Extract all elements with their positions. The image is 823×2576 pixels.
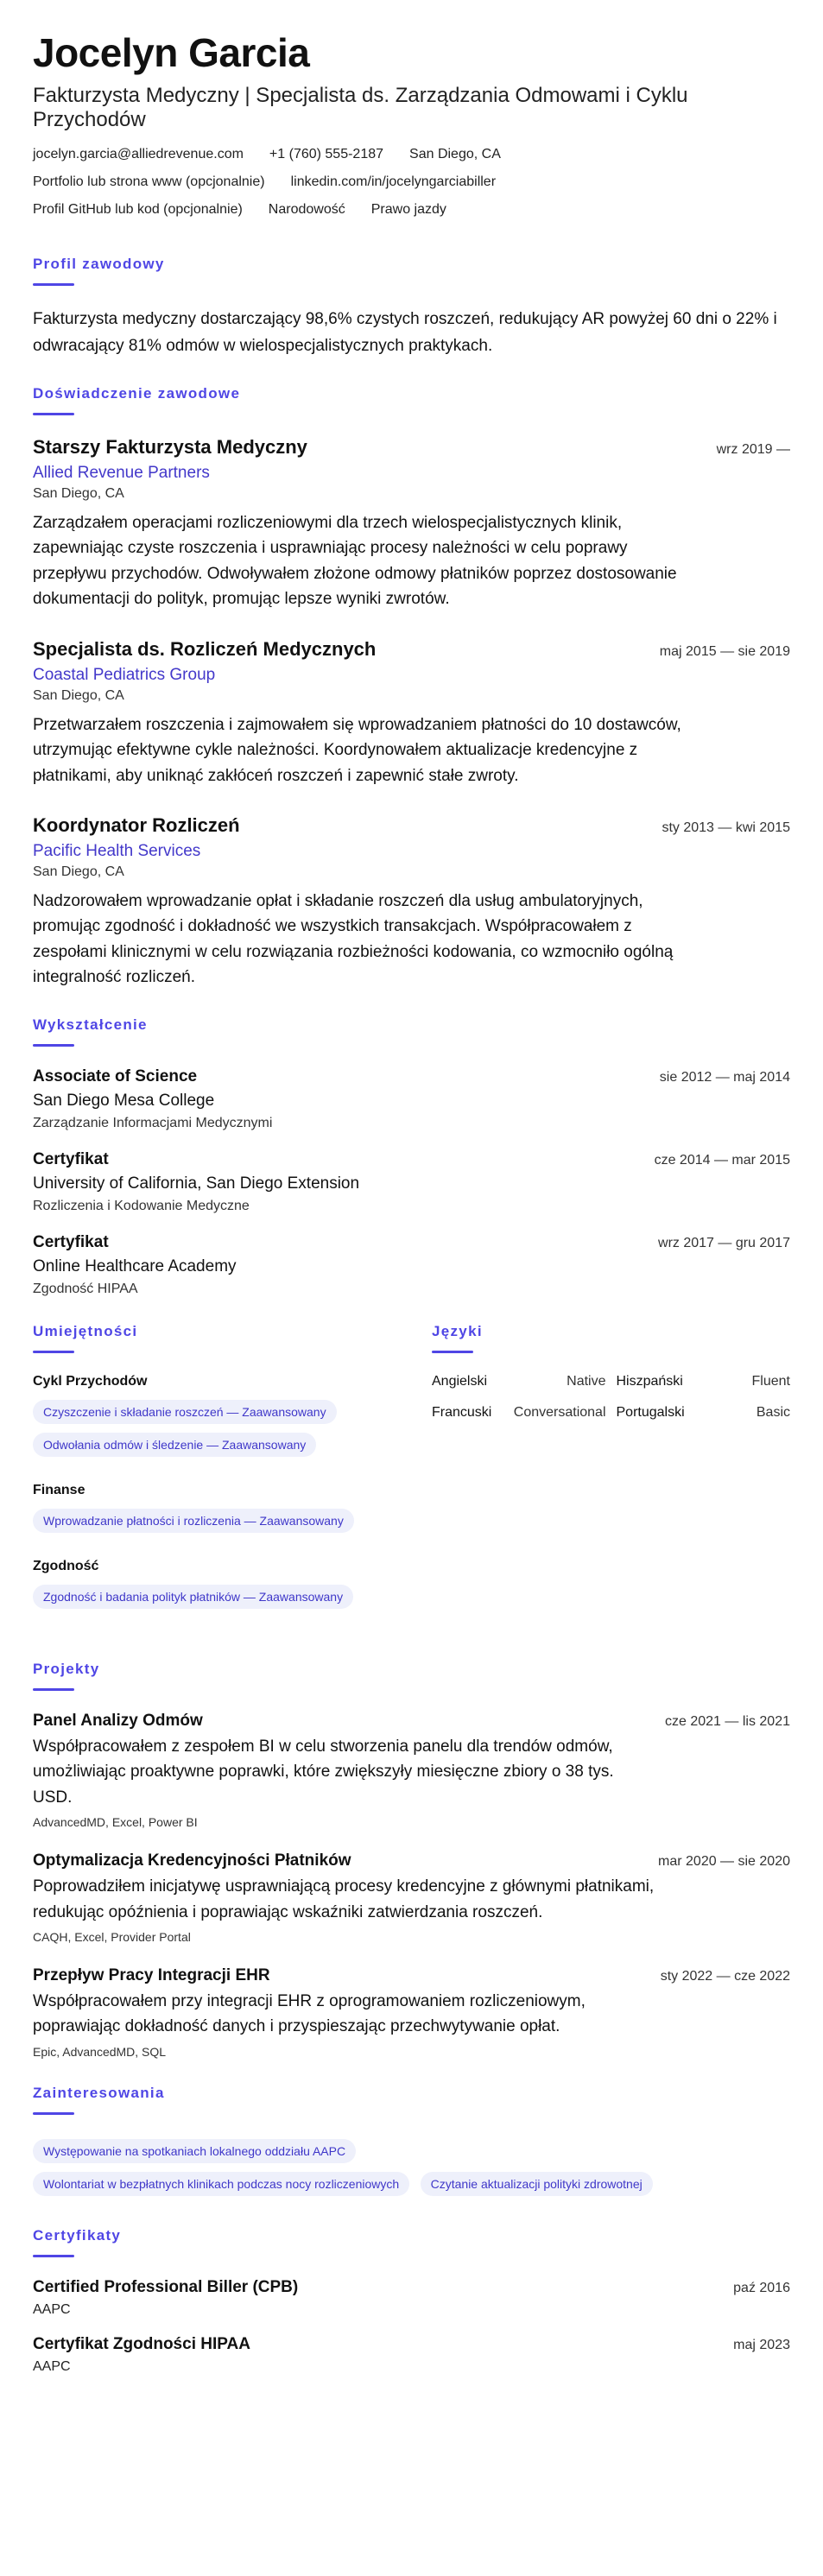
skill-chip: Zgodność i badania polityk płatników — Zaawansowany [33, 1585, 353, 1609]
project-title: Przepływ Pracy Integracji EHR [33, 1965, 270, 1984]
certification-date: maj 2023 [733, 2337, 790, 2352]
contact-github[interactable]: Profil GitHub lub kod (opcjonalnie) [33, 202, 243, 218]
section-title: Doświadczenie zawodowe [33, 384, 241, 402]
language-level: Basic [756, 1404, 790, 1420]
education-date: wrz 2017 — gru 2017 [658, 1235, 790, 1250]
project-tech: Epic, AdvancedMD, SQL [33, 2044, 167, 2059]
education-item [33, 1067, 790, 1131]
skill-group [33, 1559, 432, 1614]
job-title: Starszy Fakturzysta Medyczny [33, 435, 307, 458]
job-date: wrz 2019 — [716, 441, 790, 457]
job-location: San Diego, CA [33, 864, 124, 880]
language-level: Conversational [513, 1404, 606, 1420]
field-of-study: Zgodność HIPAA [33, 1281, 138, 1296]
certification-item [33, 2278, 790, 2318]
language-item [432, 1405, 606, 1421]
education-item [33, 1150, 790, 1214]
skill-category: Finanse [33, 1482, 85, 1497]
project-tech: AdvancedMD, Excel, Power BI [33, 1815, 198, 1830]
contact-location: San Diego, CA [409, 147, 501, 162]
project-date: cze 2021 — lis 2021 [665, 1713, 790, 1729]
project-title: Panel Analizy Odmów [33, 1711, 203, 1730]
language-level: Native [567, 1373, 606, 1389]
job-description: Przetwarzałem roszczenia i zajmowałem się wprowadzaniem płatności do 10 dostawców, utrzymując efektywne cykle należności. Koordynowałem aktualizacje kredencyjne z płatnikami, aby uniknąć zakłóceń roszczeń i zapewnić stałe zwroty. [33, 715, 681, 785]
degree-name: Certyfikat [33, 1232, 109, 1251]
section-divider [33, 2255, 74, 2257]
project-description: Poprowadziłem inicjatywę usprawniającą procesy kredencyjne z głównymi płatnikami, redukując opóźnienia i poprawiając wskaźniki zatwierdzania roszczeń. [33, 1877, 655, 1921]
contact-email[interactable]: jocelyn.garcia@alliedrevenue.com [33, 147, 244, 162]
certification-issuer: AAPC [33, 2358, 71, 2374]
project-item [33, 1712, 790, 1829]
skills-section [33, 1323, 432, 1635]
school-name: University of California, San Diego Extension [33, 1174, 360, 1193]
contact-driving-license: Prawo jazdy [370, 202, 446, 218]
project-description: Współpracowałem przy integracji EHR z oprogramowaniem rozliczeniowym, poprawiając dokładność danych i przyspieszając przechwytywanie opłat. [33, 1991, 586, 2036]
company-name: Coastal Pediatrics Group [33, 665, 216, 684]
summary-section [33, 256, 790, 359]
certification-issuer: AAPC [33, 2301, 71, 2317]
section-divider [33, 283, 74, 286]
company-name: Pacific Health Services [33, 842, 201, 861]
job-date: maj 2015 — sie 2019 [659, 643, 790, 659]
project-tech: CAQH, Excel, Provider Portal [33, 1929, 191, 1944]
education-date: cze 2014 — mar 2015 [654, 1152, 790, 1168]
skills-languages-row [33, 1323, 790, 1635]
skill-chip: Czyszczenie i składanie roszczeń — Zaawansowany [33, 1400, 337, 1424]
languages-list [432, 1374, 790, 1421]
job-title: Koordynator Rozliczeń [33, 814, 240, 837]
field-of-study: Zarządzanie Informacjami Medycznymi [33, 1115, 273, 1130]
resume-header [33, 31, 790, 230]
contact-portfolio[interactable]: Portfolio lub strona www (opcjonalnie) [33, 174, 265, 190]
job-location: San Diego, CA [33, 485, 124, 501]
certification-name: Certyfikat Zgodności HIPAA [33, 2334, 250, 2353]
section-divider [33, 1351, 74, 1353]
degree-name: Associate of Science [33, 1066, 198, 1085]
section-title: Certyfikaty [33, 2226, 122, 2244]
project-description: Współpracowałem z zespołem BI w celu stworzenia panelu dla trendów odmów, umożliwiając proaktywne poprawki, które zwiększyły miesięczne zbiory o 38 tys. USD. [33, 1737, 614, 1807]
section-title: Projekty [33, 1660, 100, 1677]
contact-phone[interactable]: +1 (760) 555-2187 [269, 147, 384, 162]
language-level: Fluent [751, 1373, 790, 1389]
skill-chip: Odwołania odmów i śledzenie — Zaawansowany [33, 1433, 316, 1457]
contact-nationality: Narodowość [268, 202, 345, 218]
section-divider [33, 2112, 74, 2115]
contact-linkedin[interactable]: linkedin.com/in/jocelyngarciabiller [290, 174, 497, 190]
section-title: Wykształcenie [33, 1016, 148, 1033]
interest-chip: Czytanie aktualizacji polityki zdrowotnej [421, 2172, 653, 2196]
project-item [33, 1966, 790, 2059]
interest-chip: Wolontariat w bezpłatnych klinikach podczas nocy rozliczeniowych [33, 2172, 409, 2196]
experience-item [33, 814, 790, 991]
education-section [33, 1016, 790, 1297]
candidate-name: Jocelyn Garcia [33, 30, 310, 75]
language-name: Angielski [432, 1373, 488, 1389]
section-title: Zainteresowania [33, 2084, 165, 2101]
skill-category: Zgodność [33, 1558, 99, 1573]
degree-name: Certyfikat [33, 1149, 109, 1168]
section-divider [33, 1688, 74, 1691]
section-title: Profil zawodowy [33, 256, 165, 273]
certification-item [33, 2335, 790, 2375]
section-divider [432, 1351, 473, 1353]
interests-list [33, 2136, 790, 2201]
company-name: Allied Revenue Partners [33, 463, 210, 482]
skill-chip: Wprowadzanie płatności i rozliczenia — Zaawansowany [33, 1509, 354, 1533]
experience-section [33, 385, 790, 991]
project-date: sty 2022 — cze 2022 [660, 1968, 790, 1984]
language-name: Portugalski [616, 1404, 685, 1420]
interests-section [33, 2085, 790, 2201]
job-description: Nadzorowałem wprowadzanie opłat i składanie roszczeń dla usług ambulatoryjnych, promując zgodność i dokładność we wszystkich transakcjach. Współpracowałem z zespołami klinicznymi w celu rozwiązania rozbieżności kodowania, co wzmocniło ogólną integralność rozliczeń. [33, 892, 674, 987]
projects-section [33, 1661, 790, 2059]
skill-group [33, 1374, 432, 1462]
language-item [617, 1405, 791, 1421]
project-date: mar 2020 — sie 2020 [658, 1854, 790, 1870]
certifications-section [33, 2227, 790, 2375]
language-name: Hiszpański [616, 1373, 683, 1389]
section-title: Języki [432, 1322, 483, 1339]
school-name: Online Healthcare Academy [33, 1256, 237, 1275]
contact-info [33, 147, 790, 230]
section-title: Umiejętności [33, 1322, 138, 1339]
certification-date: paź 2016 [733, 2280, 790, 2295]
project-item [33, 1851, 790, 1944]
job-title: Specjalista ds. Rozliczeń Medycznych [33, 637, 377, 660]
summary-text: Fakturzysta medyczny dostarczający 98,6% czystych roszczeń, redukujący AR powyżej 60 dni o 22% i odwracający 81% odmów w wielospecjalistycznych praktykach. [33, 310, 777, 355]
education-item [33, 1233, 790, 1297]
skill-category: Cykl Przychodów [33, 1373, 148, 1389]
project-title: Optymalizacja Kredencyjności Płatników [33, 1851, 351, 1870]
experience-item [33, 436, 790, 612]
interest-chip: Występowanie na spotkaniach lokalnego oddziału AAPC [33, 2139, 356, 2163]
experience-item [33, 638, 790, 788]
education-date: sie 2012 — maj 2014 [659, 1069, 790, 1085]
field-of-study: Rozliczenia i Kodowanie Medyczne [33, 1198, 250, 1213]
languages-section [432, 1323, 790, 1635]
language-name: Francuski [432, 1404, 492, 1420]
section-divider [33, 413, 74, 415]
job-location: San Diego, CA [33, 687, 124, 703]
candidate-headline: Fakturzysta Medyczny | Specjalista ds. Zarządzania Odmowami i Cyklu Przychodów [33, 83, 688, 132]
section-divider [33, 1044, 74, 1047]
language-item [432, 1374, 606, 1389]
school-name: San Diego Mesa College [33, 1091, 215, 1110]
language-item [617, 1374, 791, 1389]
skill-group [33, 1483, 432, 1538]
job-date: sty 2013 — kwi 2015 [662, 820, 790, 836]
job-description: Zarządzałem operacjami rozliczeniowymi dla trzech wielospecjalistycznych klinik, zapewniając czyste roszczenia i usprawniając procesy należności w celu poprawy przepływu przychodów. Odwoływałem złożone odmowy płatników poprzez dostosowanie dokumentacji do polityk, promując lepsze wyniki zwrotów. [33, 513, 677, 609]
certification-name: Certified Professional Biller (CPB) [33, 2277, 299, 2296]
